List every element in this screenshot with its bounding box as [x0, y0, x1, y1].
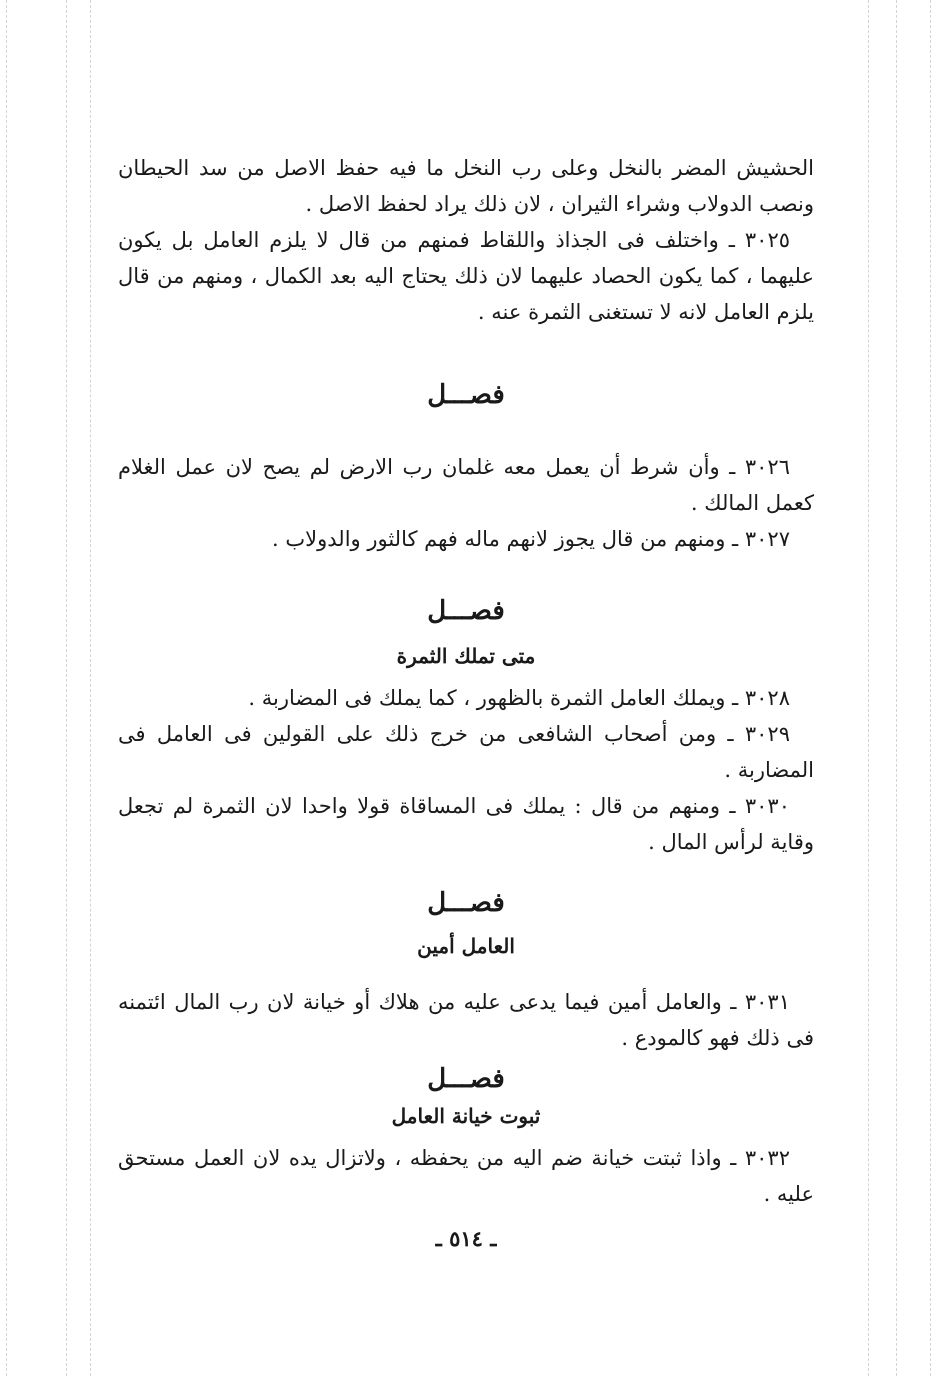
- paragraph: الحشيش المضر بالنخل وعلى رب النخل ما فيه حفظ الاصل من سد الحيطان ونصب الدولاب وشراء الثيران ، لان ذلك يراد لحفظ الاصل .: [118, 156, 814, 216]
- paragraph-3031: ٣٠٣١ ـ والعامل أمين فيما يدعى عليه من هلاك أو خيانة لان رب المال ائتمنه فى ذلك فهو كالمودع .: [118, 990, 814, 1050]
- section-subheading: متى تملك الثمرة: [396, 644, 536, 668]
- section4-text: [118, 1140, 814, 1212]
- paragraph-3027: ٣٠٢٧ ـ ومنهم من قال يجوز لانهم ماله فهم كالثور والدولاب .: [272, 527, 790, 551]
- paragraph-3032: ٣٠٣٢ ـ واذا ثبتت خيانة ضم اليه من يحفظه ، ولاتزال يده لان العمل مستحق عليه .: [118, 1146, 814, 1206]
- scan-line: [90, 0, 91, 1376]
- page-number: ـ ٥١٤ ـ: [435, 1226, 497, 1251]
- scan-line: [930, 0, 931, 1376]
- section-subheading: العامل أمين: [417, 934, 515, 958]
- section-heading: فصـــل: [427, 1064, 505, 1094]
- section2-text: [118, 680, 814, 860]
- paragraph-3025: ٣٠٢٥ ـ واختلف فى الجذاذ واللقاط فمنهم من قال لا يلزم العامل بل يكون عليهما ، كما يكون الحصاد عليهما لان ذلك يحتاج اليه بعد الكمال ، ومنهم من قال يلزم العامل لانه لا تستغنى الثمرة عنه .: [118, 228, 814, 324]
- section-heading: فصـــل: [427, 380, 505, 410]
- scan-line: [896, 0, 897, 1376]
- section-heading: فصـــل: [427, 596, 505, 626]
- section3-text: [118, 984, 814, 1056]
- section1-text: [118, 449, 814, 557]
- section-subheading: ثبوت خيانة العامل: [391, 1104, 541, 1128]
- paragraph-3030: ٣٠٣٠ ـ ومنهم من قال : يملك فى المساقاة قولا واحدا لان الثمرة لم تجعل وقاية لرأس المال .: [118, 794, 814, 854]
- section-heading: فصـــل: [427, 888, 505, 918]
- scan-line: [66, 0, 67, 1376]
- paragraph-3029: ٣٠٢٩ ـ ومن أصحاب الشافعى من خرج ذلك على القولين فى العامل فى المضاربة .: [118, 722, 814, 782]
- scan-line: [868, 0, 869, 1376]
- intro-text: [118, 150, 814, 330]
- paragraph-3028: ٣٠٢٨ ـ ويملك العامل الثمرة بالظهور ، كما يملك فى المضاربة .: [248, 686, 790, 710]
- scan-line: [6, 0, 7, 1376]
- paragraph-3026: ٣٠٢٦ ـ وأن شرط أن يعمل معه غلمان رب الارض لم يصح لان عمل الغلام كعمل المالك .: [118, 455, 814, 515]
